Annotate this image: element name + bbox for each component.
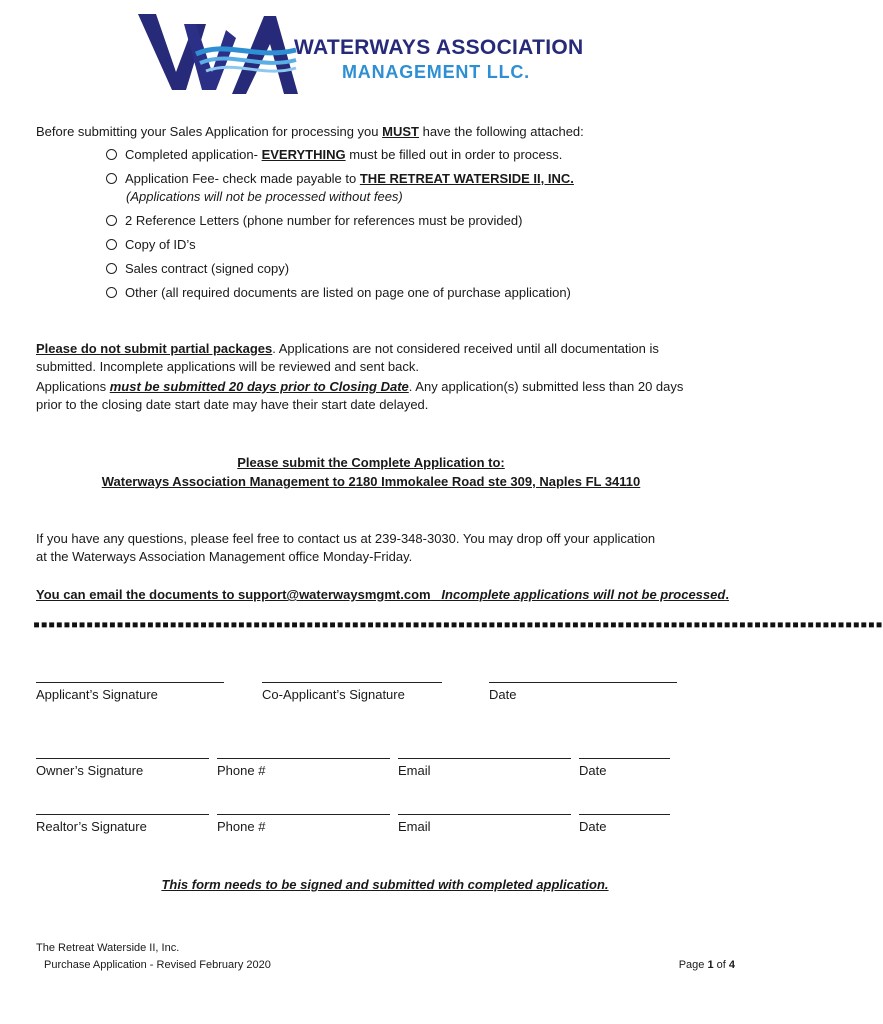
contact-line2: at the Waterways Association Management office Monday-Friday. (36, 549, 413, 564)
circle-bullet-icon (106, 239, 117, 250)
dotted-separator: ▪▪▪▪▪▪▪▪▪▪▪▪▪▪▪▪▪▪▪▪▪▪▪▪▪▪▪▪▪▪▪▪▪▪▪▪▪▪▪▪▪▪▪▪▪▪▪▪▪▪▪▪▪▪▪▪▪▪▪▪▪▪▪▪▪▪▪▪▪▪▪▪▪▪▪▪▪▪▪▪▪▪▪▪▪▪▪▪▪▪▪▪▪▪▪▪▪▪▪▪▪▪▪▪▪▪▪▪▪▪▪▪ (33, 614, 883, 636)
checklist-item-completed-application: Completed application- EVERYTHING must be filled out in order to process. (106, 146, 562, 164)
contact-line1: If you have any questions, please feel free to contact us at 239-348-3030. You may drop off your application (36, 531, 656, 546)
owner-email-label: Email (398, 763, 431, 778)
realtor-email-line[interactable] (398, 814, 571, 815)
owner-date-label: Date (579, 763, 607, 778)
checklist-item-reference-letters: 2 Reference Letters (phone number for references must be provided) (106, 212, 522, 230)
circle-bullet-icon (106, 215, 117, 226)
owner-phone-label: Phone # (217, 763, 266, 778)
checklist-fee-note: (Applications will not be processed without fees) (126, 189, 403, 204)
owner-signature-label: Owner’s Signature (36, 763, 144, 778)
realtor-phone-line[interactable] (217, 814, 390, 815)
partial-packages-line1: Please do not submit partial packages. Applications are not considered received until all documentation is (36, 341, 659, 356)
realtor-date-line[interactable] (579, 814, 670, 815)
circle-bullet-icon (106, 149, 117, 160)
email-instruction: You can email the documents to support@waterwaysmgmt.com Incomplete applications will not be processed. (36, 587, 729, 602)
co-applicant-signature-line[interactable] (262, 682, 442, 683)
intro-text: Before submitting your Sales Application for processing you MUST have the following attached: (36, 124, 584, 139)
must-emphasis: MUST (382, 124, 419, 139)
circle-bullet-icon (106, 287, 117, 298)
circle-bullet-icon (106, 173, 117, 184)
checklist-item-other: Other (all required documents are listed on page one of purchase application) (106, 284, 571, 302)
logo-line2: MANAGEMENT LLC. (342, 62, 530, 82)
page-number: Page 1 of 4 (678, 959, 735, 971)
closing-note: This form needs to be signed and submitted with completed application. (161, 877, 609, 892)
owner-date-line[interactable] (579, 758, 670, 759)
applicant-date-label: Date (489, 687, 517, 702)
submit-heading: Please submit the Complete Application to: (237, 455, 505, 470)
partial-packages-line4: prior to the closing date start date may have their start date delayed. (36, 397, 429, 412)
realtor-signature-line[interactable] (36, 814, 209, 815)
logo-line1: WATERWAYS ASSOCIATION (294, 36, 584, 59)
owner-phone-line[interactable] (217, 758, 390, 759)
applicant-signature-label: Applicant’s Signature (36, 687, 158, 702)
applicant-signature-line[interactable] (36, 682, 224, 683)
realtor-phone-label: Phone # (217, 819, 266, 834)
co-applicant-signature-label: Co-Applicant’s Signature (262, 687, 405, 702)
owner-email-line[interactable] (398, 758, 571, 759)
owner-signature-line[interactable] (36, 758, 209, 759)
company-logo (136, 10, 584, 100)
submit-address: Waterways Association Management to 2180 Immokalee Road ste 309, Naples FL 34110 (101, 474, 641, 489)
applicant-date-line[interactable] (489, 682, 677, 683)
checklist-item-application-fee: Application Fee- check made payable to THE RETREAT WATERSIDE II, INC. (106, 170, 574, 188)
checklist-item-sales-contract: Sales contract (signed copy) (106, 260, 289, 278)
partial-packages-line2: submitted. Incomplete applications will be reviewed and sent back. (36, 359, 419, 374)
realtor-signature-label: Realtor’s Signature (36, 819, 147, 834)
partial-packages-line3: Applications must be submitted 20 days prior to Closing Date. Any application(s) submitted less than 20 days (36, 379, 684, 394)
footer-company: The Retreat Waterside II, Inc. (36, 942, 180, 954)
circle-bullet-icon (106, 263, 117, 274)
incomplete-note: Incomplete applications will not be processed (441, 587, 726, 602)
realtor-date-label: Date (579, 819, 607, 834)
realtor-email-label: Email (398, 819, 431, 834)
checklist-item-copy-of-ids: Copy of ID’s (106, 236, 196, 254)
wa-logo-mark-icon (136, 10, 296, 100)
partial-packages-heading: Please do not submit partial packages (36, 341, 273, 356)
footer-revision: Purchase Application - Revised February 2020 (44, 959, 271, 971)
email-text: You can email the documents to support@waterwaysmgmt.com (36, 587, 431, 602)
